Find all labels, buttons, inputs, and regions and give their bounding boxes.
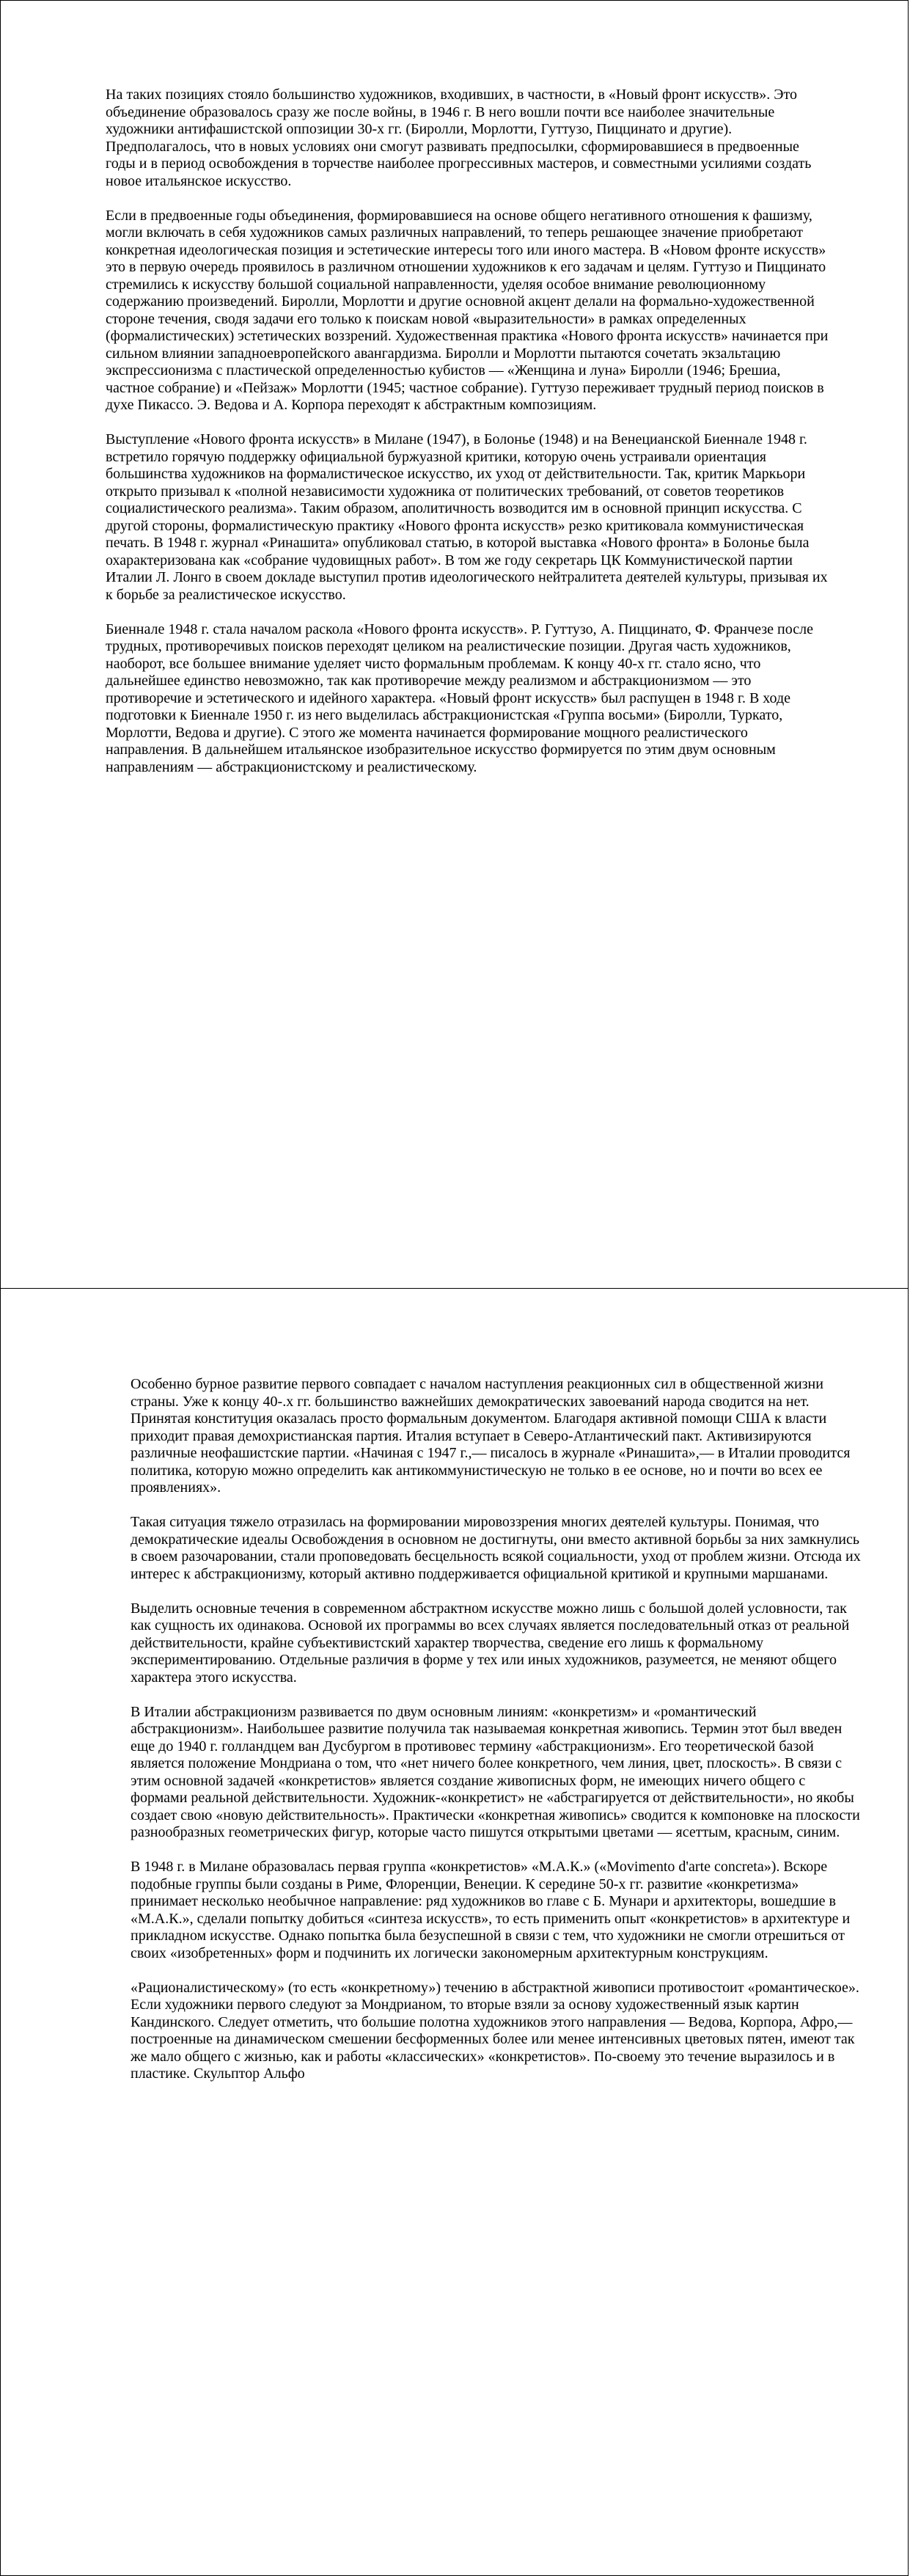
paragraph: Такая ситуация тяжело отразилась на формировании мировоззрения многих деятелей культуры. Понимая, что демократические идеалы Освобождения в основном не достигнуты, они вместо активной борьбы за них замкнулись в своем разочаровании, стали проповедовать бесцельность всякой социальности, уход от проблем жизни. Отсюда их интерес к абстракционизму, который активно поддерживается официальной критикой и крупными маршанами. xyxy=(131,1514,861,1582)
paragraph: Если в предвоенные годы объединения, формировавшиеся на основе общего негативного отношения к фашизму, могли включать в себя художников самых различных направлений, то теперь решающее значение приобретают конкретная идеологическая позиция и эстетические интересы того или иного мастера. В «Новом фронте искусств» это в первую очередь проявилось в различном отношении художников к его задачам и целям. Гуттузо и Пиццинато стремились к искусству большой социальной направленности, уделяя особое внимание революционному содержанию произведений. Биролли, Морлотти и другие основной акцент делали на формально-художественной стороне течения, сводя задачи его только к поискам новой «выразительности» в рамках определенных (формалистических) эстетических воззрений. Художественная практика «Нового фронта искусств» начинается при сильном влиянии западноевропейского авангардизма. Биролли и Морлотти пытаются сочетать экзальтацию экспрессионизма с пластической определенностью кубистов — «Женщина и луна» Биролли (1946; Брешиа, частное собрание) и «Пейзаж» Морлотти (1945; частное собрание). Гуттузо переживает трудный период поисков в духе Пикассо. Э. Ведова и А. Корпора переходят к абстрактным композициям. xyxy=(106,207,829,413)
paragraph: На таких позициях стояло большинство художников, входивших, в частности, в «Новый фронт искусств». Это объединение образовалось сразу же после войны, в 1946 г. В него вошли почти все наиболее значительные художники антифашистской оппозиции 30-х гг. (Биролли, Морлотти, Гуттузо, Пиццинато и другие). Предполагалось, что в новых условиях они смогут развивать предпосылки, сформировавшиеся в предвоенные годы и в период освобождения в торчестве наиболее прогрессивных мастеров, и совместными усилиями создать новое итальянское искусство. xyxy=(106,87,812,189)
paragraph: В 1948 г. в Милане образовалась первая группа «конкретистов» «М.А.К.» («Movimento d'arte concreta»). Вскоре подобные группы были созданы в Риме, Флоренции, Венеции. К середине 50-х гг. развитие «конкретизма» принимает несколько необычное направление: ряд художников во главе с Б. Мунари и архитекторы, вошедшие в «М.А.К.», сделали попытку добиться «синтеза искусств», то есть применить опыт «конкретистов» в архитектуре и прикладном искусстве. Однако попытка была безуспешной в связи с тем, что художники не смогли отрешиться от своих «изобретенных» форм и подчинить их логически закономерным архитектурным конструкциям. xyxy=(131,1859,851,1961)
paragraph: «Рационалистическому» (то есть «конкретному») течению в абстрактной живописи противостоит «романтическое». Если художники первого следуют за Мондрианом, то вторые взяли за основу художественный язык картин Кандинского. Следует отметить, что большие полотна художников этого направления — Ведова, Корпора, Афро,— построенные на динамическом смешении бесформенных более или менее интенсивных цветовых пятен, имеют так же мало общего с жизнью, как и работы «классических» «конкретистов». По-своему это течение выразилось и в пластике. Скульптор Альфо xyxy=(131,1979,859,2082)
paragraph: Биеннале 1948 г. стала началом раскола «Нового фронта искусств». Р. Гуттузо, А. Пиццинато, Ф. Франчезе после трудных, противоречивых поисков переходят целиком на реалистические позиции. Другая часть художников, наоборот, все большее внимание уделяет чисто формальным проблемам. К концу 40-х гг. стало ясно, что дальнейшее единство невозможно, так как противоречие между реализмом и абстракционизмом — это противоречие и эстетического и идейного характера. «Новый фронт искусств» был распущен в 1948 г. В ходе подготовки к Биеннале 1950 г. из него выделилась абстракционистская «Группа восьми» (Биролли, Туркато, Морлотти, Ведова и другие). С этого же момента начинается формирование мощного реалистического направления. В дальнейшем итальянское изобразительное искусство формируется по этим двум основным направлениям — абстракционистскому и реалистическому. xyxy=(106,621,813,775)
page-1-text-column xyxy=(106,87,829,794)
paragraph: Выделить основные течения в современном абстрактном искусстве можно лишь с большой долей условности, так как сущность их одинакова. Основой их программы во всех случаях является последовательный отказ от реальной действительности, крайне субъективистский характер творчества, сведение его лишь к формальному экспериментированию. Отдельные различия в форме у тех или иных художников, разумеется, не меняют общего характера этого искусства. xyxy=(131,1600,850,1686)
paragraph: Выступление «Нового фронта искусств» в Милане (1947), в Болонье (1948) и на Венецианской Биеннале 1948 г. встретило горячую поддержку официальной буржуазной критики, которую очень устраивали ориентация большинства художников на формалистическое искусство, их уход от действительности. Так, критик Маркьори открыто призывал к «полной независимости художника от политических требований, от советов теоретиков социалистического реализма». Таким образом, аполитичность возводится им в основной принцип искусства. С другой стороны, формалистическую практику «Нового фронта искусств» резко критиковала коммунистическая печать. В 1948 г. журнал «Ринашита» опубликовал статью, в которой выставка «Нового фронта» в Болонье была охарактеризована как «собрание чудовищных работ». В том же году секретарь ЦК Коммунистической партии Италии Л. Лонго в своем докладе выступил против идеологического нейтралитета деятелей культуры, призывая их к борьбе за реалистическое искусство. xyxy=(106,431,828,603)
paragraph: Особенно бурное развитие первого совпадает с началом наступления реакционных сил в общественной жизни страны. Уже к концу 40-.х гг. большинство важнейших демократических завоеваний народа сводится на нет. Принятая конституция оказалась просто формальным документом. Благодаря активной помощи США к власти приходит правая демохристианская партия. Италия вступает в Северо-Атлантический пакт. Активизируются различные неофашистские партии. «Начиная с 1947 г.,— писалось в журнале «Ринашита»,— в Италии проводится политика, которую можно определить как антикоммунистическую не только в ее основе, но и почти во всех ее проявлениях». xyxy=(131,1376,851,1496)
page-2-text-column xyxy=(131,1376,861,2100)
paragraph: В Италии абстракционизм развивается по двум основным линиям: «конкретизм» и «романтический абстракционизм». Наибольшее развитие получила так называемая конкретная живопись. Термин этот был введен еще до 1940 г. голландцем ван Дусбургом в противовес термину «абстракционизм». Его теоретической базой является положение Мондриана о том, что «нет ничего более конкретного, чем линия, цвет, плоскость». В связи с этим основной задачей «конкретистов» является создание живописных форм, не имеющих ничего общего с формами реальной действительности. Художник-«конкретист» не «абстрагируется от действительности», но якобы создает свою «новую действительность». Практически «конкретная живопись» сводится к компоновке на плоскости разнообразных геометрических фигур, которые часто пишутся открытыми цветами — ясеттым, красным, синим. xyxy=(131,1703,860,1840)
